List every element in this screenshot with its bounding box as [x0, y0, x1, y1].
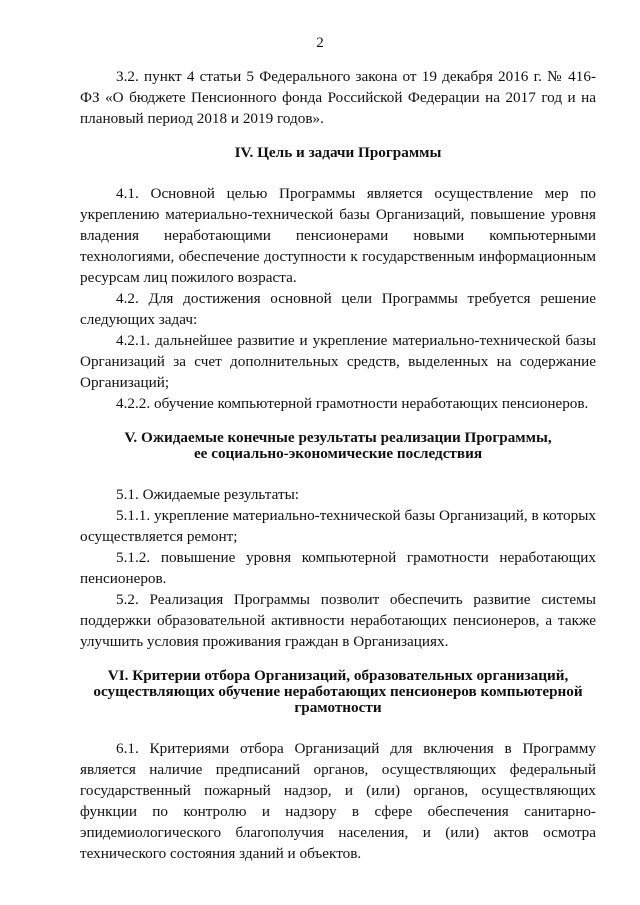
- section-6-heading-line-2: осуществляющих обучение неработающих пенсионеров компьютерной: [93, 683, 583, 700]
- paragraph-4-2-2: 4.2.2. обучение компьютерной грамотности неработающих пенсионеров.: [116, 395, 589, 412]
- page-number: 2: [316, 35, 324, 51]
- paragraph-3-2: 3.2. пункт 4 статьи 5 Федерального закона от 19 декабря 2016 г. № 416-ФЗ «О бюджете Пенсионного фонда Российской Федерации на 2017 год и на плановый период 2018 и 2019 годов».: [80, 68, 596, 127]
- paragraph-5-1: 5.1. Ожидаемые результаты:: [116, 486, 300, 503]
- section-5-heading: [80, 430, 596, 462]
- paragraph-5-1-2: 5.1.2. повышение уровня компьютерной грамотности неработающих пенсионеров.: [80, 549, 596, 587]
- paragraph-5-2: 5.2. Реализация Программы позволит обеспечить развитие системы поддержки образовательной активности неработающих пенсионеров, а также улучшить условия проживания граждан в Организациях.: [80, 591, 596, 650]
- section-5-heading-line-1: V. Ожидаемые конечные результаты реализации Программы,: [124, 429, 552, 446]
- paragraph-4-2: 4.2. Для достижения основной цели Программы требуется решение следующих задач:: [80, 290, 596, 328]
- paragraph-4-2-1: 4.2.1. дальнейшее развитие и укрепление материально-технической базы Организаций за счет дополнительных средств, выделенных на содержание Организаций;: [80, 332, 596, 391]
- section-6-heading-line-1: VI. Критерии отбора Организаций, образовательных организаций,: [107, 667, 569, 684]
- section-6-heading: [80, 668, 596, 716]
- paragraph-6-1: 6.1. Критериями отбора Организаций для включения в Программу является наличие предписаний органов, осуществляющих федеральный государственный пожарный надзор, и (или) органов, осуществляющих функции по контролю и надзору в сфере обеспечения санитарно-эпидемиологического благополучия населения, и (или) актов осмотра технического состояния зданий и объектов.: [80, 740, 596, 862]
- paragraph-5-1-1: 5.1.1. укрепление материально-технической базы Организаций, в которых осуществляется ремонт;: [80, 507, 596, 545]
- section-5-heading-line-2: ее социально-экономические последствия: [193, 445, 483, 462]
- section-4-heading: IV. Цель и задачи Программы: [234, 144, 442, 161]
- paragraph-4-1: 4.1. Основной целью Программы является осуществление мер по укреплению материально-технической базы Организаций, повышение уровня владения неработающими пенсионерами новыми компьютерными технологиями, обеспечение доступности к государственным информационным ресурсам лиц пожилого возраста.: [80, 185, 596, 286]
- document-body: [80, 66, 596, 864]
- section-6-heading-line-3: грамотности: [294, 699, 382, 716]
